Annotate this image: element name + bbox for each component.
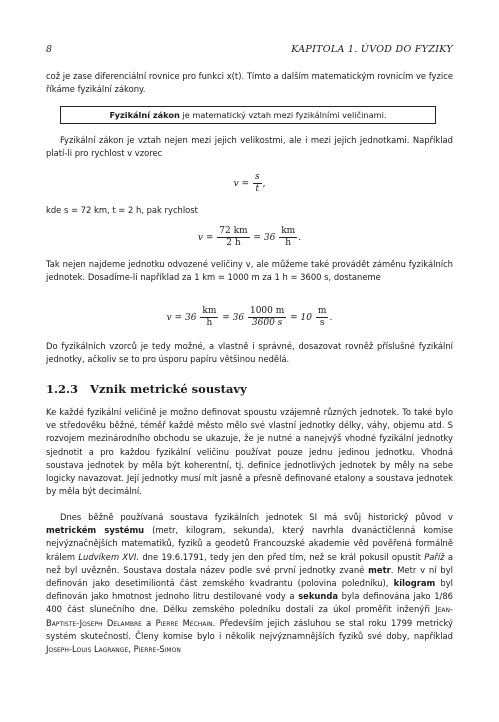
equation-velocity: v = $\frac{s}{t}$ ,: [233, 172, 266, 194]
eq2-unit-fraction: $\frac{km}{h}$: [281, 226, 296, 248]
running-header: [46, 44, 453, 56]
intro-paragraph: což je zase diferenciální rovnice pro funkci x(t). Tímto a dalším matematickým rovnicím ve fyzice říkáme fyzikální zákony.: [46, 71, 453, 95]
equation-conversion: v = 36 $\frac{km}{h}$ = 36 $\frac{1000 m}{3600 s}$ = 10 $\frac{m}{s}$ .: [166, 306, 333, 328]
page-number: 8: [46, 44, 53, 55]
section-title: Vznik metrické soustavy: [90, 382, 247, 396]
paragraph-unit-conversion: Tak nejen najdeme jednotku odvozené veličiny v, ale můžeme také provádět záměnu fyzikálních jednotek. Dosadíme-li například za 1 km = 1000 m za 1 h = 3600 s, dostaneme: [46, 259, 453, 283]
section-number: 1.2.3: [46, 382, 79, 396]
paragraph-values: kde s = 72 km, t = 2 h, pak rychlost: [46, 205, 198, 215]
eq3-unit3: $\frac{m}{s}$: [317, 306, 327, 328]
definition-box: [60, 106, 436, 124]
paragraph-law-units: Fyzikální zákon je vztah nejen mezi jejich velikostmi, ale i mezi jejich jednotkami. Například platí-li pro rychlost v vzorec: [46, 135, 453, 159]
paragraph-metric-history: Dnes běžně používaná soustava fyzikálních jednotek SI má svůj historický původ v metrickém systému (metr, kilogram, sekunda), který navrhla dvanáctičlenná komise nejvýznačnějších matematiků, fyziků a geodetů Francouzské akademie věd pověřená formálně králem Ludvíkem XVI. dne 19.6.1791, tedy jen den před tím, než se král pokusil opustit Paříž a než byl uvězněn. Soustava dostala název podle své první jednotky zvané metr. Metr v ní byl definován jako desetimiliontá část zemského kvadrantu (polovina poledníku), kilogram byl definován jako hmotnost jednoho litru destilované vody a sekunda byla definována jako 1/86 400 část slunečního dne. Délku zemského poledníku dostali za úkol proměřit inženýři Jean-Baptiste-Joseph Delambre a Pierre Mechain. Především jejich zásluhou se stal roku 1799 metrický systém skutečností. Členy komise bylo i několik nejvýznamnějších fyziků své doby, například Joseph-Louis Lagrange, Pierre-Simon: [46, 512, 454, 655]
paragraph-substitution: Do fyzikálních vzorců je tedy možné, a vlastně i správné, dosazovat rovněž příslušné fyzikální jednotky, ačkoliv se to pro úsporu papíru většinou nedělá.: [46, 341, 453, 365]
eq3-unit1: $\frac{km}{h}$: [202, 306, 217, 328]
eq3-fraction: $\frac{1000 m}{3600 s}$: [249, 306, 285, 328]
definition-text: je matematický vztah mezi fyzikálními veličinami.: [179, 110, 387, 120]
section-heading: [46, 382, 247, 396]
definition-term: Fyzikální zákon: [109, 110, 180, 120]
eq2-fraction: $\frac{72 km}{2 h}$: [219, 226, 248, 248]
chapter-title: KAPITOLA 1. ÚVOD DO FYZIKY: [291, 44, 453, 55]
eq1-fraction: $\frac{s}{t}$: [254, 172, 260, 194]
paragraph-metric-need: Ke každé fyzikální veličině je možno definovat spoustu vzájemně různých jednotek. To také bylo ve středověku běžné, téměř každé město mělo své vlastní jednotky délky, váhy, objemu atd. S rozvojem mezinárodního obchodu se ukazuje, že je nutné a nanejvýš vhodné fyzikální jednotky sjednotit a pro každou fyzikální veličinu používat pouze jednu jedinou jednotku. Vhodná soustava jednotek by měla být koherentní, tj. definice jednotlivých jednotek by měly na sebe logicky navazovat. Její jednotky musí mít jasně a přesně definované etalony a soustava jednotek by měla být decimální.: [46, 407, 453, 497]
eq1-lhs: v =: [233, 179, 250, 189]
equation-velocity-units: v = $\frac{72 km}{2 h}$ = 36 $\frac{km}{h}$ .: [197, 226, 302, 248]
